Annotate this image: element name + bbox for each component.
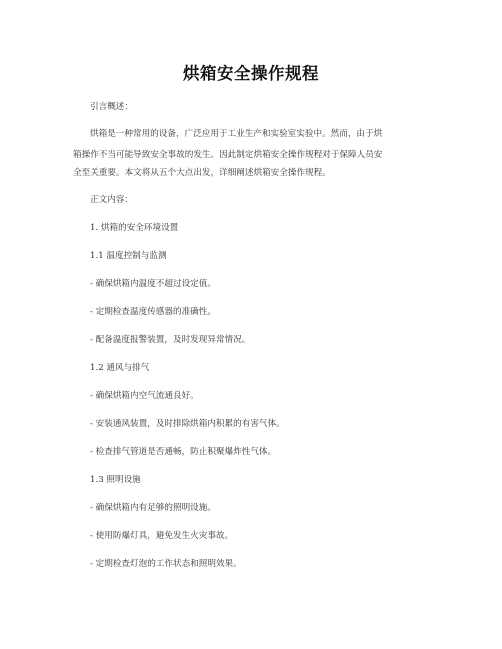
subsection-1-2-heading: 1.2 通风与排气 bbox=[90, 363, 150, 373]
list-item: - 检查排气管道是否通畅，防止积聚爆炸性气体。 bbox=[90, 447, 277, 457]
list-item: - 确保烘箱内温度不超过设定值。 bbox=[90, 279, 216, 289]
document-title: 烘箱安全操作规程 bbox=[183, 64, 319, 83]
list-item: - 确保烘箱内空气流通良好。 bbox=[90, 391, 199, 401]
intro-line-2: 箱操作不当可能导致安全事故的发生。因此制定烘箱安全操作规程对于保障人员安 bbox=[73, 150, 383, 160]
list-item: - 确保烘箱内有足够的照明设施。 bbox=[90, 503, 216, 513]
list-item: - 定期检查灯泡的工作状态和照明效果。 bbox=[90, 559, 242, 569]
body-label: 正文内容： bbox=[90, 195, 133, 205]
intro-line-1: 烘箱是一种常用的设备，广泛应用于工业生产和实验室实验中。然而，由于烘 bbox=[90, 129, 383, 139]
list-item: - 安装通风装置，及时排除烘箱内积累的有害气体。 bbox=[90, 419, 285, 429]
subsection-1-1-heading: 1.1 温度控制与监测 bbox=[90, 251, 167, 261]
list-item: - 配备温度报警装置，及时发现异常情况。 bbox=[90, 335, 251, 345]
list-item: - 使用防爆灯具，避免发生火灾事故。 bbox=[90, 531, 234, 541]
intro-line-3: 全至关重要。本文将从五个大点出发，详细阐述烘箱安全操作规程。 bbox=[73, 168, 331, 178]
intro-label: 引言概述： bbox=[90, 102, 133, 112]
list-item: - 定期检查温度传感器的准确性。 bbox=[90, 307, 216, 317]
subsection-1-3-heading: 1.3 照明设施 bbox=[90, 475, 141, 485]
section-1-heading: 1. 烘箱的安全环境设置 bbox=[90, 223, 179, 233]
